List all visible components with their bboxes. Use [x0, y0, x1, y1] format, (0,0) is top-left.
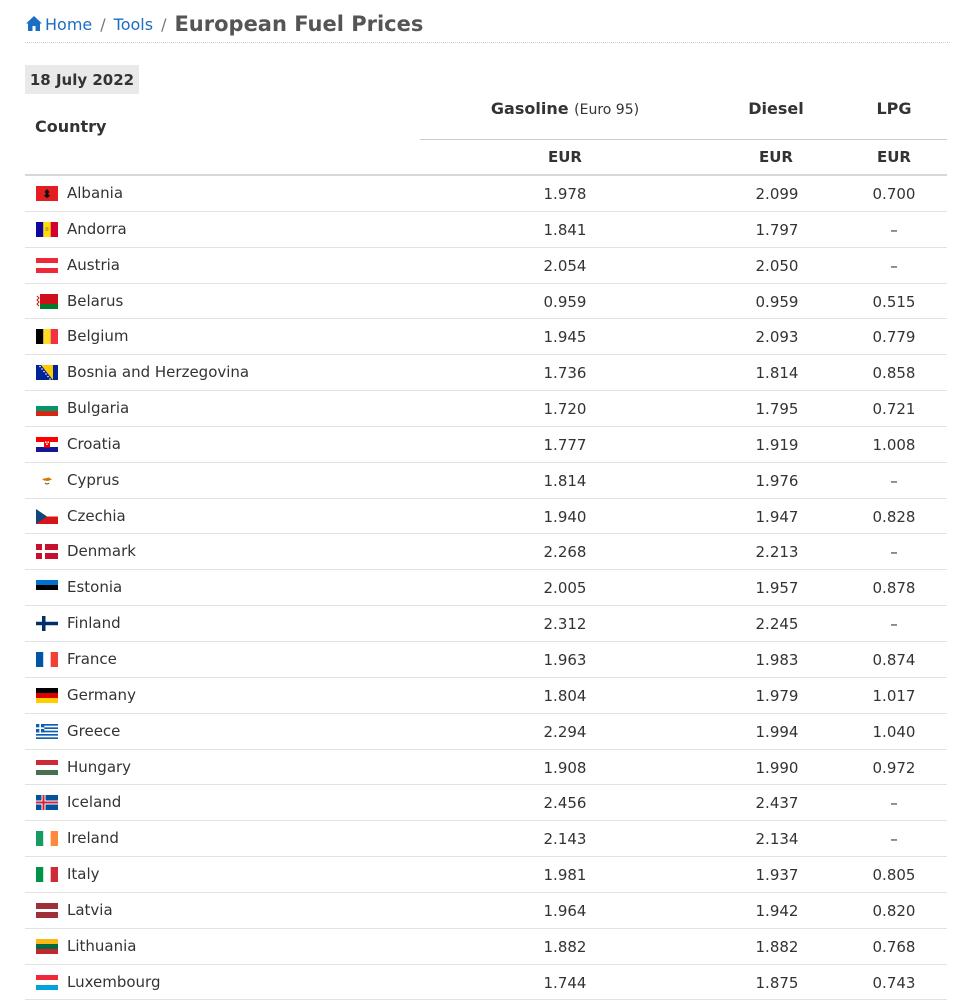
- country-name: Cyprus: [67, 470, 120, 489]
- denmark-flag-icon: [36, 544, 58, 559]
- lpg-price: 1.008: [872, 435, 916, 454]
- gasoline-price: 1.720: [543, 400, 587, 419]
- country-column-header[interactable]: [35, 117, 106, 136]
- diesel-header-label: Diesel: [748, 99, 804, 118]
- table-row: [25, 463, 947, 499]
- lpg-price: 1.040: [872, 722, 916, 741]
- lpg-price: 0.874: [872, 650, 916, 669]
- breadcrumb-separator: /: [161, 14, 167, 34]
- gasoline-price: 1.981: [543, 866, 587, 885]
- gasoline-price: 2.312: [543, 615, 587, 634]
- diesel-price: 1.947: [755, 507, 799, 526]
- country-name: Greece: [67, 721, 121, 740]
- country-name: Bosnia and Herzegovina: [67, 363, 250, 382]
- gasoline-price: 2.005: [543, 579, 587, 598]
- table-row: [25, 821, 947, 857]
- finland-flag-icon: [36, 616, 58, 631]
- lpg-price: 0.721: [872, 400, 916, 419]
- table-row: [25, 785, 947, 821]
- diesel-price: 1.983: [755, 650, 799, 669]
- country-name: Italy: [67, 865, 100, 884]
- hungary-flag-icon: [36, 760, 58, 775]
- diesel-price: 1.942: [755, 901, 799, 920]
- austria-flag-icon: [36, 258, 58, 273]
- diesel-price: 1.797: [755, 220, 799, 239]
- country-name: Latvia: [67, 900, 113, 919]
- home-icon: [25, 15, 43, 32]
- bulgaria-flag-icon: [36, 401, 58, 416]
- diesel-unit-header: EUR: [759, 148, 793, 166]
- lpg-price: –: [890, 471, 898, 490]
- ireland-flag-icon: [36, 831, 58, 846]
- diesel-price: 2.093: [755, 328, 799, 347]
- country-name: Belgium: [67, 327, 129, 346]
- gasoline-price: 2.054: [543, 256, 587, 275]
- country-name: Iceland: [67, 793, 122, 812]
- fuel-price-table-body: [25, 176, 947, 1000]
- country-name: Hungary: [67, 757, 132, 776]
- belarus-flag-icon: [36, 294, 58, 309]
- table-row: [25, 319, 947, 355]
- lpg-column-header: [854, 99, 934, 118]
- lpg-price: 1.017: [872, 686, 916, 705]
- table-row: [25, 391, 947, 427]
- lpg-price: 0.828: [872, 507, 916, 526]
- gasoline-price: 1.841: [543, 220, 587, 239]
- country-name: Denmark: [67, 542, 136, 561]
- gasoline-price: 1.908: [543, 758, 587, 777]
- country-name: Estonia: [67, 578, 123, 597]
- diesel-price: 2.437: [755, 794, 799, 813]
- lpg-price: –: [890, 830, 898, 849]
- lpg-price: –: [890, 794, 898, 813]
- gasoline-price: 2.294: [543, 722, 587, 741]
- diesel-price: 1.937: [755, 866, 799, 885]
- table-row: [25, 929, 947, 965]
- table-row: [25, 570, 947, 606]
- gasoline-price: 2.143: [543, 830, 587, 849]
- diesel-price: 1.979: [755, 686, 799, 705]
- lpg-price: 0.805: [872, 866, 916, 885]
- header-divider: [420, 139, 947, 140]
- diesel-column-header: [706, 99, 846, 118]
- diesel-price: 1.919: [755, 435, 799, 454]
- gasoline-price: 1.963: [543, 650, 587, 669]
- lpg-price: 0.768: [872, 937, 916, 956]
- table-row: [25, 427, 947, 463]
- lpg-price: 0.972: [872, 758, 916, 777]
- lpg-price: –: [890, 256, 898, 275]
- table-row: [25, 284, 947, 320]
- table-row: [25, 965, 947, 1001]
- gasoline-price: 2.456: [543, 794, 587, 813]
- lpg-unit-header: EUR: [877, 148, 911, 166]
- table-row: [25, 714, 947, 750]
- diesel-price: 2.245: [755, 615, 799, 634]
- breadcrumb-home-label: Home: [45, 14, 93, 34]
- lpg-header-label: LPG: [876, 99, 912, 118]
- luxembourg-flag-icon: [36, 975, 58, 990]
- diesel-price: 2.134: [755, 830, 799, 849]
- gasoline-price: 1.964: [543, 901, 587, 920]
- diesel-price: 2.050: [755, 256, 799, 275]
- diesel-price: 1.882: [755, 937, 799, 956]
- greece-flag-icon: [36, 724, 58, 739]
- country-name: Albania: [67, 184, 124, 202]
- gasoline-price: 1.945: [543, 328, 587, 347]
- diesel-price: 1.814: [755, 364, 799, 383]
- breadcrumb-home-link[interactable]: [25, 15, 92, 34]
- table-row: [25, 176, 947, 212]
- table-row: [25, 248, 947, 284]
- gasoline-price: 1.814: [543, 471, 587, 490]
- albania-flag-icon: [36, 186, 58, 201]
- date-badge: 18 July 2022: [25, 65, 139, 94]
- lpg-price: 0.779: [872, 328, 916, 347]
- breadcrumb: [25, 6, 950, 43]
- lpg-price: –: [890, 220, 898, 239]
- lpg-price: 0.858: [872, 364, 916, 383]
- iceland-flag-icon: [36, 795, 58, 810]
- country-name: Croatia: [67, 434, 121, 453]
- table-row: [25, 499, 947, 535]
- diesel-price: 0.959: [755, 292, 799, 311]
- country-name: Czechia: [67, 506, 126, 525]
- gasoline-price: 1.882: [543, 937, 587, 956]
- table-row: [25, 893, 947, 929]
- table-row: [25, 606, 947, 642]
- lithuania-flag-icon: [36, 939, 58, 954]
- country-name: Belarus: [67, 291, 124, 310]
- diesel-price: 1.976: [755, 471, 799, 490]
- lpg-price: 0.743: [872, 973, 916, 992]
- gasoline-price: 1.744: [543, 973, 587, 992]
- table-row: [25, 750, 947, 786]
- diesel-price: 1.875: [755, 973, 799, 992]
- croatia-flag-icon: [36, 437, 58, 452]
- country-name: Lithuania: [67, 936, 137, 955]
- gasoline-unit-header: EUR: [548, 148, 582, 166]
- table-row: [25, 642, 947, 678]
- france-flag-icon: [36, 652, 58, 667]
- lpg-price: 0.820: [872, 901, 916, 920]
- country-name: Germany: [67, 685, 136, 704]
- gasoline-price: 1.804: [543, 686, 587, 705]
- diesel-price: 1.795: [755, 400, 799, 419]
- gasoline-price: 2.268: [543, 543, 587, 562]
- page-title: European Fuel Prices: [174, 12, 424, 36]
- gasoline-price: 0.959: [543, 292, 587, 311]
- table-row: [25, 212, 947, 248]
- lpg-price: –: [890, 615, 898, 634]
- lpg-price: 0.700: [872, 185, 916, 203]
- country-name: Austria: [67, 255, 120, 274]
- country-name: France: [67, 649, 117, 668]
- diesel-price: 1.957: [755, 579, 799, 598]
- country-name: Ireland: [67, 829, 119, 848]
- germany-flag-icon: [36, 688, 58, 703]
- table-row: [25, 857, 947, 893]
- table-row: [25, 355, 947, 391]
- table-row: [25, 534, 947, 570]
- country-name: Luxembourg: [67, 972, 161, 991]
- estonia-flag-icon: [36, 580, 58, 595]
- gasoline-header-label: Gasoline: [490, 99, 569, 118]
- bosnia-flag-icon: [36, 365, 58, 380]
- diesel-price: 2.213: [755, 543, 799, 562]
- country-header-label: Country: [35, 117, 107, 136]
- czechia-flag-icon: [36, 509, 58, 524]
- andorra-flag-icon: [36, 222, 58, 237]
- gasoline-header-sub: (Euro 95): [574, 102, 640, 118]
- breadcrumb-tools-link[interactable]: Tools: [113, 14, 154, 34]
- gasoline-price: 1.777: [543, 435, 587, 454]
- gasoline-column-header: [470, 99, 660, 118]
- lpg-price: 0.878: [872, 579, 916, 598]
- country-name: Finland: [67, 614, 121, 633]
- lpg-price: 0.515: [872, 292, 916, 311]
- country-name: Andorra: [67, 219, 127, 238]
- italy-flag-icon: [36, 867, 58, 882]
- diesel-price: 1.990: [755, 758, 799, 777]
- breadcrumb-separator: /: [100, 14, 106, 34]
- gasoline-price: 1.978: [543, 185, 587, 203]
- country-name: Bulgaria: [67, 399, 130, 418]
- diesel-price: 2.099: [755, 185, 799, 203]
- table-row: [25, 678, 947, 714]
- cyprus-flag-icon: [36, 473, 58, 488]
- diesel-price: 1.994: [755, 722, 799, 741]
- belgium-flag-icon: [36, 329, 58, 344]
- lpg-price: –: [890, 543, 898, 562]
- gasoline-price: 1.736: [543, 364, 587, 383]
- latvia-flag-icon: [36, 903, 58, 918]
- gasoline-price: 1.940: [543, 507, 587, 526]
